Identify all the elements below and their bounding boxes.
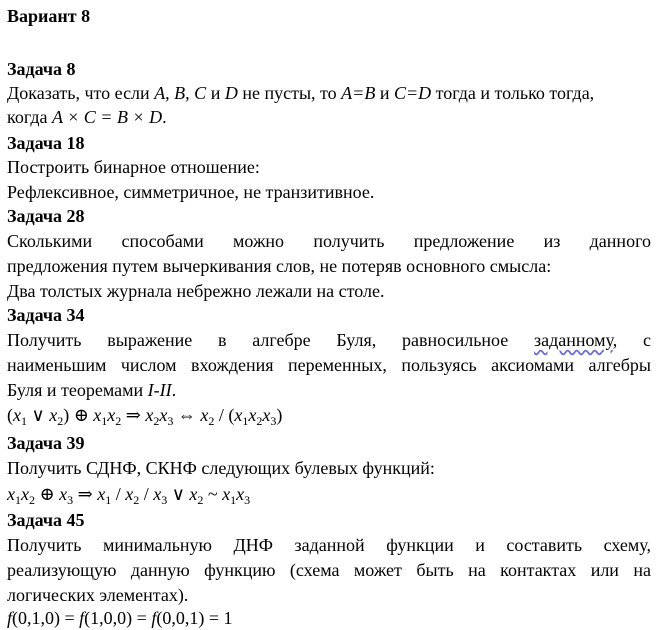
task-34-line-1: Получить выражение в алгебре Буля, равносильное заданному, с (7, 330, 651, 350)
task-8-title: Задача 8 (7, 59, 76, 79)
task-45-title: Задача 45 (7, 510, 85, 530)
task-34-formula: ($x_1$ ∨ $x_2$) ⊕ $x_1x_2$ ⇒ $x_2x_3$ ⇔ $x_2 / (x_1x_2x_3)$ (7, 405, 283, 428)
task-45-line-2: реализующую данную функцию (схема может быть на контактах или на (7, 560, 651, 580)
task-39-formula: $x_1x_2$ ⊕ $x_3$ ⇒ $x_1 / x_2 / x_3$ ∨ $x_2$ ~ $x_1x_3$ (7, 484, 251, 507)
task-39-title: Задача 39 (7, 433, 85, 453)
task-39-line-1: Получить СДНФ, СКНФ следующих булевых функций: (7, 458, 435, 478)
task-45-formula: f(0,1,0) = f(1,0,0) = f(0,0,1) = 1 (7, 608, 233, 628)
variant-title: Вариант 8 (7, 6, 91, 26)
task-45-line-3: логических элементах). (7, 585, 189, 605)
task-34-line-3: Буля и теоремами I-II. (7, 380, 177, 400)
task-18-line-1: Построить бинарное отношение: (7, 157, 260, 177)
task-28-line-1: Сколькими способами можно получить предложение из данного (7, 231, 651, 251)
task-18-title: Задача 18 (7, 133, 85, 153)
task-34-title: Задача 34 (7, 305, 85, 325)
task-28-line-3: Два толстых журнала небрежно лежали на столе. (7, 281, 385, 301)
task-8-line-2: когда A × C = B × D. (7, 107, 167, 127)
task-45-line-1: Получить минимальную ДНФ заданной функции и составить схему, (7, 535, 651, 555)
task-8-formula: A × C = B × D (51, 107, 163, 127)
task-28-title: Задача 28 (7, 206, 85, 226)
task-18-line-2: Рефлексивное, симметричное, не транзитивное. (7, 182, 375, 202)
task-8-line-1: Доказать, что если A, B, C и D не пусты, то A=B и C=D тогда и только тогда, (7, 83, 595, 103)
task-28-line-2: предложения путем вычеркивания слов, не потеряв основного смысла: (7, 256, 552, 276)
task-34-line-2: наименьшим числом вхождения переменных, пользуясь аксиомами алгебры (7, 355, 651, 375)
